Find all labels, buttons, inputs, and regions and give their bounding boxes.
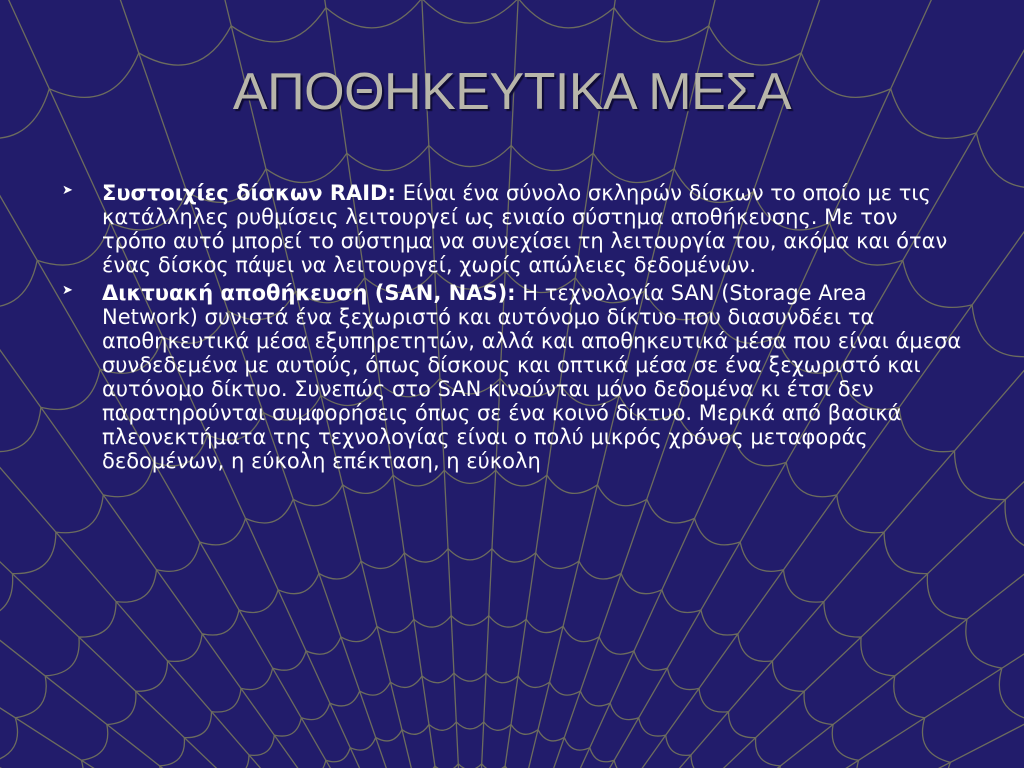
- chevron-arrow-icon: ➤: [62, 283, 73, 298]
- web-ring: [133, 673, 808, 768]
- bullet-list: [62, 181, 962, 477]
- web-spoke: [0, 726, 470, 768]
- web-spoke: [0, 587, 470, 768]
- bullet-body: Είναι ένα σύνολο σκληρών δίσκων το οποίο με τις κατάλληλες ρυθμίσεις λειτουργεί ως ενιαίο σύστημα αποθήκευσης. Με τον τρόπο αυτό μπορεί το σύστημα να συνεχίσει τη λειτουργία του, ακόμα και όταν ένας δίσκος πάψει να λειτουργεί, χωρίς απώλειες δεδομένων.: [102, 181, 948, 277]
- bullet-item-san-nas: [62, 281, 962, 473]
- bullet-heading: Δικτυακή αποθήκευση (SAN, NAS):: [102, 281, 516, 305]
- bullet-body: Η τεχνολογία SAN (Storage Area Network) συνιστά ένα ξεχωριστό και αυτόνομο δίκτυο που διασυνδέει τα αποθηκευτικά μέσα εξυπηρετητών, αλλά και αποθηκευτικά μέσα που είναι άμεσα συνδεδεμένα με αυτούς, όπως δίσκους και οπτικά μέσα σε ένα ξεχωριστό και αυτόνομο δίκτυο. Συνεπώς στο SAN κινούνται μόνο δεδομένα κι έτσι δεν παρατηρούνται συμφορήσεις όπως σε ένα κοινό δίκτυο. Μερικά από βασικά πλεονεκτήματα της τεχνολογίας είναι ο πολύ μικρός χρόνος μεταφοράς δεδομένων, η εύκολη επέκταση, η εύκολη: [102, 281, 962, 473]
- web-ring: [0, 470, 1010, 768]
- bullet-item-raid: [62, 181, 962, 277]
- web-ring: [8, 549, 932, 768]
- bullet-heading: Συστοιχίες δίσκων RAID:: [102, 181, 396, 205]
- web-ring: [182, 722, 759, 768]
- bullet-text: [102, 281, 962, 473]
- slide-title: ΑΠΟΘΗΚΕΥΤΙΚΑ ΜΕΣΑ: [232, 63, 792, 121]
- bullet-text: [102, 181, 962, 277]
- web-spoke: [470, 453, 1024, 768]
- chevron-arrow-icon: ➤: [62, 183, 73, 198]
- web-spoke: [470, 726, 1024, 768]
